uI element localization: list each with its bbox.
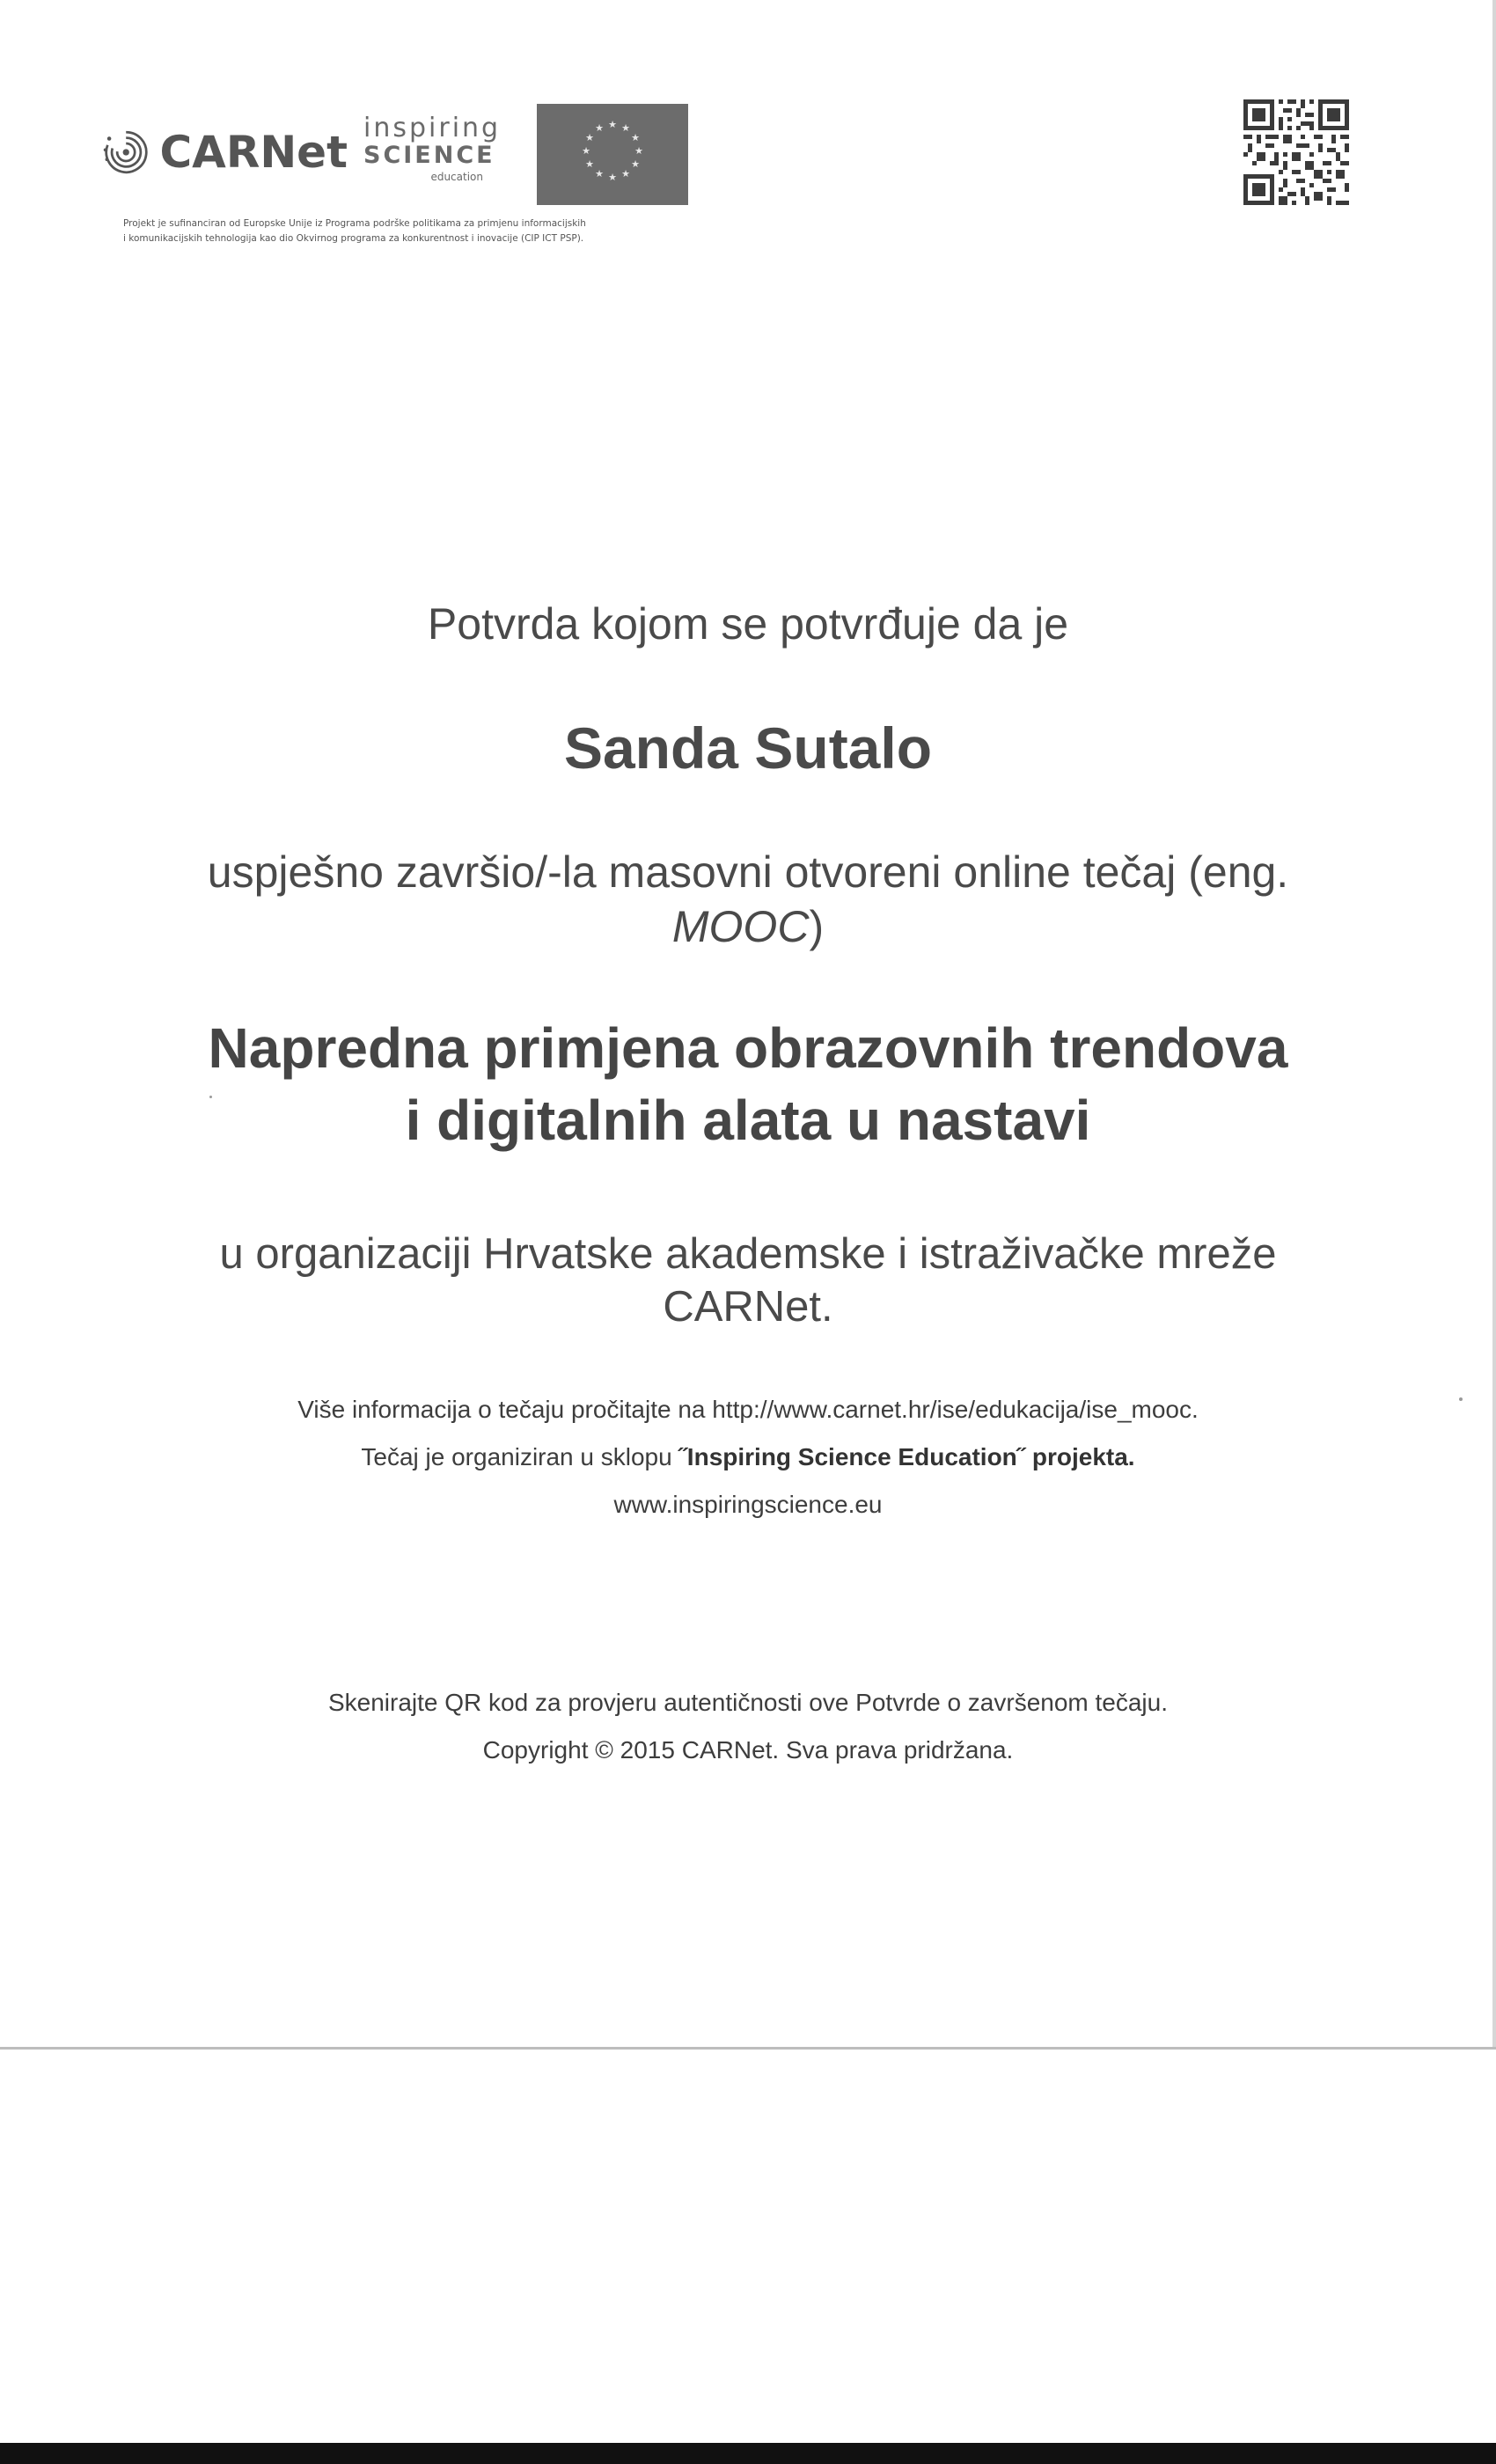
svg-text:★: ★ <box>582 145 590 157</box>
svg-text:★: ★ <box>595 168 604 180</box>
completion-line-1: uspješno završio/-la masovni otvoreni online tečaj (eng. <box>207 847 1289 897</box>
course-title <box>0 1012 1496 1156</box>
more-info-line: Više informacija o tečaju pročitajte na http://www.carnet.hr/ise/edukacija/ise_mooc. <box>297 1396 1199 1423</box>
carnet-logo <box>101 121 348 183</box>
svg-text:★: ★ <box>621 168 630 180</box>
svg-text:★: ★ <box>634 145 643 157</box>
svg-text:★: ★ <box>631 158 640 170</box>
svg-text:★: ★ <box>608 172 617 183</box>
svg-text:★: ★ <box>585 132 594 143</box>
scan-right-edge <box>1492 0 1496 2047</box>
inspiring-logo-line1: inspiring <box>363 113 502 143</box>
project-name: ˝Inspiring Science Education˝ projekta. <box>678 1443 1135 1470</box>
svg-text:★: ★ <box>631 132 640 143</box>
recipient-name: Sanda Sutalo <box>563 715 933 781</box>
mooc-abbreviation: MOOC <box>671 902 810 951</box>
organized-prefix: Tečaj je organiziran u sklopu <box>361 1443 672 1470</box>
eu-flag-icon <box>537 104 688 205</box>
svg-text:★: ★ <box>621 122 630 134</box>
svg-text:★: ★ <box>608 119 617 130</box>
qr-code-icon <box>1243 99 1349 205</box>
qr-verification-note: Skenirajte QR kod za provjeru autentičnosti ove Potvrde o završenom tečaju. <box>327 1689 1169 1716</box>
inspiring-science-logo <box>363 113 502 202</box>
copyright-notice: Copyright © 2015 CARNet. Sva prava pridržana. <box>482 1736 1014 1764</box>
funding-line-2: i komunikacijskih tehnologija kao dio Okvirnog programa za konkurentnost i inovacije (CIP ICT PSP). <box>123 233 584 244</box>
svg-text:★: ★ <box>595 122 604 134</box>
scan-speck <box>209 1096 212 1098</box>
carnet-logo-text: CARNet <box>159 127 348 178</box>
course-title-line-1: Napredna primjena obrazovnih trendova <box>208 1016 1288 1080</box>
inspiring-logo-line3: education <box>430 171 483 183</box>
certificate-intro: Potvrda kojom se potvrđuje da je <box>427 599 1069 649</box>
completion-statement <box>0 845 1496 954</box>
scan-speck <box>1459 1397 1463 1401</box>
carnet-swirl-icon <box>101 125 150 180</box>
svg-text:★: ★ <box>585 158 594 170</box>
funding-statement <box>123 216 704 246</box>
funding-line-1: Projekt je sufinanciran od Europske Unije iz Programa podrške politikama za primjenu informacijskih <box>123 218 586 229</box>
organized-within-line <box>0 1434 1496 1481</box>
inspiring-logo-line2: SCIENCE <box>363 142 495 169</box>
organizer-line-2: CARNet. <box>663 1283 833 1331</box>
completion-line-2 <box>0 899 1496 954</box>
scan-bottom-strip <box>0 2443 1496 2464</box>
organizer-line-1: u organizaciji Hrvatske akademske i istraživačke mreže <box>219 1230 1277 1278</box>
certificate-footer <box>0 1679 1496 1774</box>
course-title-line-2: i digitalnih alata u nastavi <box>405 1089 1091 1152</box>
certificate-header <box>101 104 700 262</box>
eu-stars-icon <box>537 104 688 205</box>
course-info <box>0 1386 1496 1529</box>
project-website: www.inspiringscience.eu <box>613 1491 883 1518</box>
scan-page-edge <box>0 2047 1496 2050</box>
organizer-statement <box>0 1228 1496 1333</box>
completion-line-2-close: ) <box>809 902 825 951</box>
